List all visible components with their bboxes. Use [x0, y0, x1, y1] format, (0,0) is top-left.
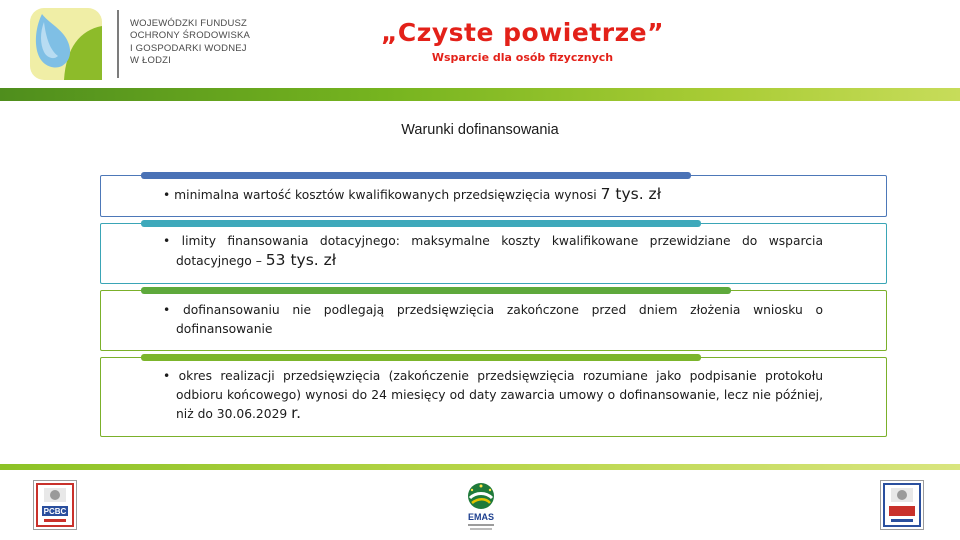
condition-box-period	[100, 357, 887, 437]
condition-box-exclusion	[100, 290, 887, 351]
org-line: WOJEWÓDZKI FUNDUSZ	[130, 18, 248, 29]
emas-logo-icon	[458, 478, 504, 536]
condition-amount: 53 tys. zł	[265, 250, 337, 269]
condition-box-min-cost	[100, 175, 887, 217]
condition-text: • dofinansowaniu nie podlegają przedsięwzięcia zakończone przed dniem złożenia wniosku o dofinansowanie	[163, 303, 824, 336]
pcbc-certificate-icon	[34, 481, 76, 529]
condition-tail: r.	[291, 404, 302, 422]
box-accent-bar	[141, 354, 701, 361]
footer-band	[0, 464, 960, 470]
condition-text: • okres realizacji przedsięwzięcia (zakończenie przedsięwzięcia rozumiane jako podpisanie protokołu odbioru końcowego) wynosi do 24 miesięcy od daty zawarcia umowy o dofinansowanie, lecz nie później, niż do 30.06.2029 r.	[163, 369, 823, 422]
logo-divider	[117, 10, 119, 78]
org-line: I GOSPODARKI WODNEJ	[130, 42, 247, 54]
condition-body: okres realizacji przedsięwzięcia (zakończenie przedsięwzięcia rozumiane jako podpisanie protokołu odbioru końcowego) wynosi do 24 miesięcy od daty zawarcia umowy o dofinansowanie, lecz nie później, niż do 30.06.2029	[176, 369, 823, 421]
condition-amount: 7 tys. zł	[600, 185, 662, 203]
slide-title: „Czyste powietrze”	[380, 18, 665, 47]
wfosigw-logo-icon	[30, 8, 102, 80]
condition-body: minimalna wartość kosztów kwalifikowanych przedsięwzięcia wynosi	[174, 188, 601, 202]
box-accent-bar	[141, 220, 701, 227]
slide-subtitle: Wsparcie dla osób fizycznych	[431, 51, 614, 64]
box-accent-bar	[141, 287, 731, 294]
box-accent-bar	[141, 172, 691, 179]
org-line: W ŁODZI	[130, 54, 171, 66]
pcbc-certificate-icon	[881, 481, 923, 529]
organization-name	[130, 18, 250, 67]
org-line: OCHRONY ŚRODOWISKA	[130, 30, 251, 42]
emas-label: EMAS	[467, 512, 495, 522]
section-heading: Warunki dofinansowania	[401, 122, 559, 138]
pcbc-certificate-badge-left	[33, 480, 77, 530]
pcbc-label: PCBC	[43, 507, 67, 516]
condition-text: • limity finansowania dotacyjnego: maksymalne koszty kwalifikowane przewidziane do wsparcia dotacyjnego – 53 tys. zł	[163, 234, 823, 269]
condition-text: • minimalna wartość kosztów kwalifikowanych przedsięwzięcia wynosi 7 tys. zł	[163, 185, 662, 203]
pcbc-certificate-badge-right	[880, 480, 924, 530]
condition-body: limity finansowania dotacyjnego: maksymalne koszty kwalifikowane przewidziane do wsparcia dotacyjnego –	[176, 234, 823, 268]
condition-box-limits	[100, 223, 887, 284]
header-band	[0, 88, 960, 101]
condition-body: dofinansowaniu nie podlegają przedsięwzięcia zakończone przed dniem złożenia wniosku o dofinansowanie	[176, 303, 824, 336]
